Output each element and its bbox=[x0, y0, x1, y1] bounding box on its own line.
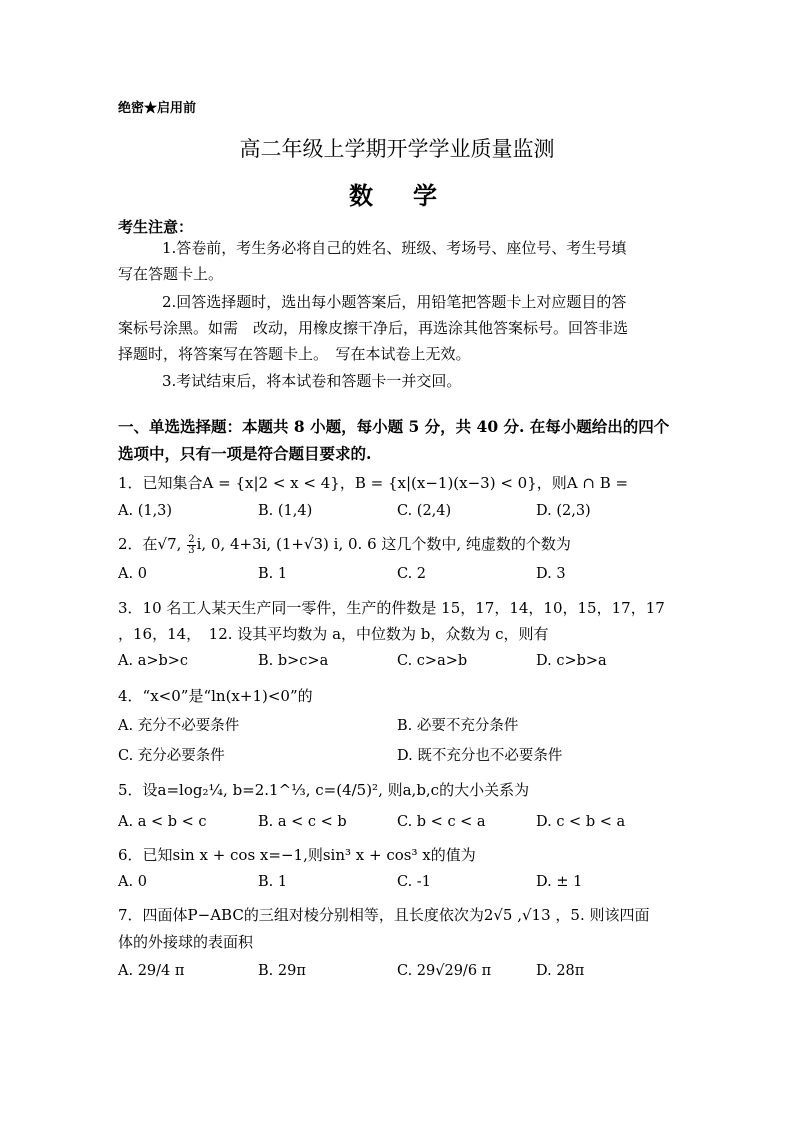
q7-option-c: C. 29√29/6 π bbox=[397, 963, 492, 979]
q5-option-d: D. c < b < a bbox=[536, 814, 626, 830]
notice-heading: 考生注意： bbox=[118, 218, 194, 236]
q1-option-b: B. (1,4) bbox=[258, 503, 313, 519]
notice-line: 3.考试结束后，将本试卷和答题卡一并交回。 bbox=[162, 372, 462, 390]
q3-option-c: C. c>a>b bbox=[397, 653, 468, 669]
q3-option-b: B. b>c>a bbox=[258, 653, 329, 669]
q6-option-c: C. -1 bbox=[397, 874, 431, 890]
q1-option-d: D. (2,3) bbox=[536, 503, 591, 519]
q2-suffix: i, 0, 4+3i, (1+√3) i, 0. 6 这几个数中, 纯虚数的个数为 bbox=[196, 535, 571, 553]
q1-option-a: A. (1,3) bbox=[118, 503, 173, 519]
q3-option-d: D. c>b>a bbox=[536, 653, 607, 669]
q5-option-c: C. b < c < a bbox=[397, 814, 486, 830]
q2-option-a: A. 0 bbox=[118, 566, 147, 582]
q6-option-a: A. 0 bbox=[118, 874, 147, 890]
question-3-line1: 3．10 名工人某天生产同一零件，生产的件数是 15，17，14，10，15，17，17 bbox=[118, 599, 665, 617]
section-heading: 一、单选选择题：本题共 8 小题，每小题 5 分，共 40 分. 在每小题给出的四个 bbox=[118, 417, 670, 436]
q5-option-a: A. a < b < c bbox=[118, 814, 207, 830]
question-5-stem: 5．设a=log₂¼, b=2.1^⅓, c=(4/5)², 则a,b,c的大小关系为 bbox=[118, 781, 530, 799]
q3-option-a: A. a>b>c bbox=[118, 653, 189, 669]
exam-title: 高二年级上学期开学学业质量监测 bbox=[239, 137, 555, 161]
q2-prefix: 2．在√7, bbox=[118, 535, 187, 553]
notice-line: 择题时，将答案写在答题卡上。 写在本试卷上无效。 bbox=[118, 345, 471, 363]
secret-mark: 绝密★启用前 bbox=[118, 101, 197, 116]
q6-option-b: B. 1 bbox=[258, 874, 288, 890]
q2-option-b: B. 1 bbox=[258, 566, 288, 582]
question-7-line2: 体的外接球的表面积 bbox=[118, 933, 254, 951]
question-4-stem: 4．“x<0”是“ln(x+1)<0”的 bbox=[118, 687, 313, 705]
notice-line: 写在答题卡上。 bbox=[118, 265, 224, 283]
q7-option-b: B. 29π bbox=[258, 963, 306, 979]
q2-option-d: D. 3 bbox=[536, 566, 566, 582]
q6-option-d: D. ± 1 bbox=[536, 874, 583, 890]
q1-option-c: C. (2,4) bbox=[397, 503, 452, 519]
q7-option-d: D. 28π bbox=[536, 963, 585, 979]
notice-line: 案标号涂黑。如需 改动，用橡皮擦干净后，再选涂其他答案标号。回答非选 bbox=[118, 319, 629, 337]
q5-option-b: B. a < c < b bbox=[258, 814, 347, 830]
question-2-stem bbox=[118, 533, 571, 556]
q4-option-b: B. 必要不充分条件 bbox=[397, 718, 519, 734]
section-heading: 选项中，只有一项是符合题目要求的. bbox=[118, 444, 372, 463]
q4-option-c: C. 充分必要条件 bbox=[118, 748, 225, 764]
notice-line: 2.回答选择题时，选出每小题答案后，用铅笔把答题卡上对应题目的答 bbox=[162, 293, 627, 311]
question-6-stem: 6．已知sin x + cos x=−1,则sin³ x + cos³ x的值为 bbox=[118, 846, 476, 864]
subject-title: 数 学 bbox=[349, 181, 445, 210]
q2-option-c: C. 2 bbox=[397, 566, 427, 582]
fraction-denominator: 3 bbox=[188, 544, 195, 556]
question-1-stem: 1．已知集合A = {x|2 < x < 4}，B = {x|(x−1)(x−3) < 0}，则A ∩ B = bbox=[118, 474, 629, 492]
fraction bbox=[187, 535, 195, 556]
q4-option-a: A. 充分不必要条件 bbox=[118, 718, 240, 734]
notice-line: 1.答卷前，考生务必将自己的姓名、班级、考场号、座位号、考生号填 bbox=[162, 239, 627, 257]
q4-option-d: D. 既不充分也不必要条件 bbox=[397, 748, 563, 764]
question-3-line2: ，16，14， 12. 设其平均数为 a，中位数为 b，众数为 c，则有 bbox=[118, 625, 549, 643]
fraction-numerator: 2 bbox=[188, 533, 195, 545]
question-7-line1: 7．四面体P−ABC的三组对棱分别相等，且长度依次为2√5 ,√13 ，5. 则该四面 bbox=[118, 906, 650, 924]
q7-option-a: A. 29/4 π bbox=[118, 963, 185, 979]
